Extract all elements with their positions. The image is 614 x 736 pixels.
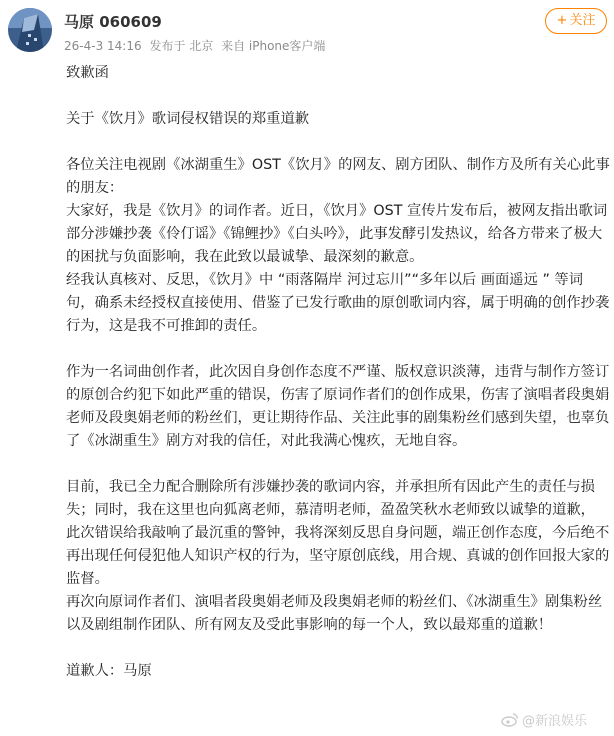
blank-line [66, 637, 611, 660]
weibo-logo-icon [501, 712, 519, 727]
follow-label: 关注 [569, 13, 596, 28]
username[interactable]: 马原 060609 [64, 13, 162, 31]
letter-title: 致歉函 [66, 65, 109, 81]
paragraph: 经我认真核对、反思，《饮月》中 “雨落隔岸 河过忘川”“多年以后 画面遥远 ” 等词句，确系未经授权直接使用、借鉴了已发行歌曲的原创歌词内容，属于明确的创作抄袭行为，这是我不可推卸的责任。 [66, 272, 610, 334]
paragraph: 目前，我已全力配合删除所有涉嫌抄袭的歌词内容，并承担所有因此产生的责任与损失；同时，我在这里也向狐离老师，慕清明老师，盈盈笑秋水老师致以诚挚的道歉， [66, 479, 595, 518]
post-location: 发布于 北京 [149, 39, 214, 53]
post-header [0, 0, 614, 60]
paragraph: 此次错误给我敲响了最沉重的警钟，我将深刻反思自身问题，端正创作态度，今后绝不再出现任何侵犯他人知识产权的行为，坚守原创底线，用合规、真诚的创作回报大家的监督。 [66, 525, 610, 587]
blank-line [66, 85, 611, 108]
plus-icon: + [556, 13, 568, 28]
blank-line [66, 131, 611, 154]
signature: 道歉人：马原 [66, 663, 152, 679]
follow-button[interactable] [545, 8, 607, 34]
paragraph: 作为一名词曲创作者，此次因自身创作态度不严谨、版权意识淡薄，违背与制作方签订的原创合约犯下如此严重的错误，伤害了原词作者们的创作成果，伤害了演唱者段奥娟老师及段奥娟老师的粉丝们，更让期待作品、关注此事的剧集粉丝们感到失望，也辜负了《冰湖重生》剧方对我的信任，对此我满心愧疚，无地自容。 [66, 364, 610, 449]
blank-line [66, 453, 611, 476]
post-meta [64, 37, 329, 54]
blank-line [66, 338, 611, 361]
avatar[interactable] [8, 8, 52, 52]
letter-subject: 关于《饮月》歌词侵权错误的郑重道歉 [66, 111, 310, 127]
post-body [66, 62, 611, 683]
salutation: 各位关注电视剧《冰湖重生》OST《饮月》的网友、剧方团队、制作方及所有关心此事的朋友： [66, 157, 610, 196]
post-source[interactable]: 来自 iPhone客户端 [221, 39, 326, 53]
watermark-text: @新浪娱乐 [522, 714, 588, 729]
paragraph: 再次向原词作者们、演唱者段奥娟老师及段奥娟老师的粉丝们、《冰湖重生》剧集粉丝以及剧组制作团队、所有网友及受此事影响的每一个人，致以最郑重的道歉！ [66, 594, 603, 633]
post-time: 26-4-3 14:16 [64, 39, 142, 53]
paragraph: 大家好，我是《饮月》的词作者。近日，《饮月》OST 宣传片发布后，被网友指出歌词部分涉嫌抄袭《伶仃谣》《锦鲤抄》《白头吟》，此事发酵引发热议，给各方带来了极大的困扰与负面影响，我在此致以最诚挚、最深刻的歉意。 [66, 203, 608, 265]
watermark [501, 710, 587, 729]
